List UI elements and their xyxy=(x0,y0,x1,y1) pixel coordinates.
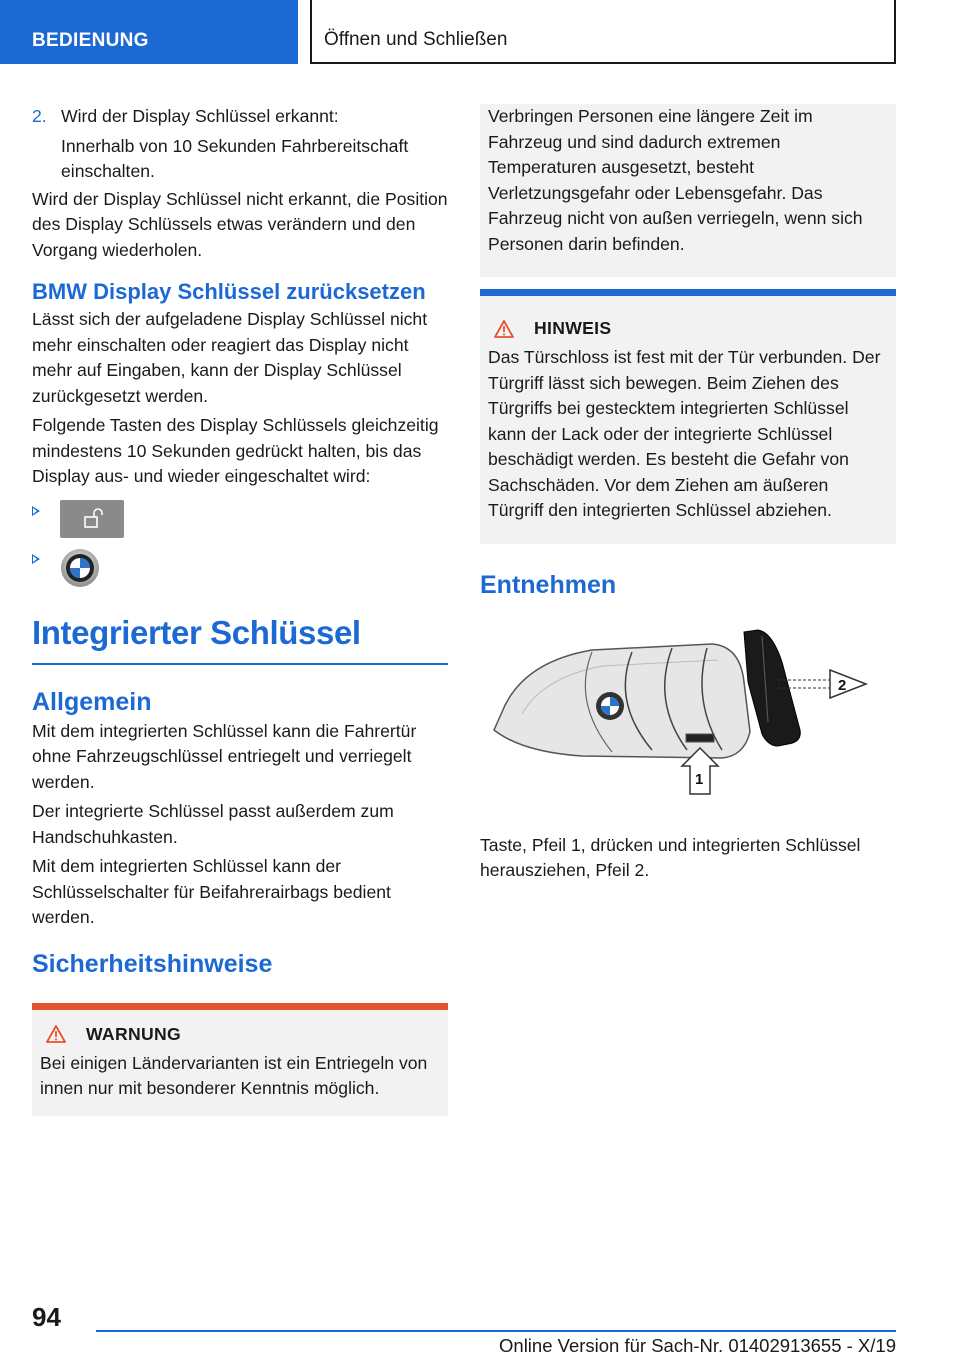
paragraph-reset-2: Folgende Tasten des Display Schlüssels gleichzeitig mindestens 10 Sekunden gedrückt halten, bis das Display aus- und wieder eingeschaltet wird: xyxy=(32,415,439,486)
bullet-unlock-button xyxy=(32,500,448,538)
paragraph-general-1: Mit dem integrierten Schlüssel kann die Fahrertür ohne Fahrzeugschlüssel entriegelt und verriegelt werden. xyxy=(32,720,417,792)
bullet-triangle-icon xyxy=(32,506,40,516)
unlock-button-icon xyxy=(60,500,124,538)
page-number: 94 xyxy=(32,1302,61,1332)
step-subtext: Innerhalb von 10 Sekunden Fahrbereitschaft einschalten. xyxy=(61,135,409,181)
paragraph-general-3: Mit dem integrierten Schlüssel kann der Schlüsselschalter für Beifahrerairbags bedient werden. xyxy=(32,856,391,927)
heading-safety: Sicherheitshinweise xyxy=(32,949,273,978)
left-column xyxy=(32,104,448,1116)
warning-continuation-text: Verbringen Personen eine längere Zeit im Fahrzeug und sind dadurch extremen Temperaturen ausgesetzt, besteht Verletzungsgefahr oder Lebensgefahr. Das Fahrzeug nicht von außen verriegeln, wenn sich Personen darin befinden. xyxy=(488,106,863,254)
right-column xyxy=(480,104,896,888)
paragraph-remove: Taste, Pfeil 1, drücken und integrierten Schlüssel herausziehen, Pfeil 2. xyxy=(480,834,861,880)
warning-label: WARNUNG xyxy=(86,1023,181,1044)
paragraph-general-2: Der integrierte Schlüssel passt außerdem zum Handschuhkasten. xyxy=(32,801,394,847)
warning-header xyxy=(40,1024,438,1045)
heading-remove: Entnehmen xyxy=(480,570,617,599)
paragraph-not-recognized: Wird der Display Schlüssel nicht erkannt, die Position des Display Schlüssels etwas verändern und den Vorgang wiederholen. xyxy=(32,188,448,260)
hinweis-header xyxy=(488,318,886,339)
header-chapter xyxy=(310,0,896,64)
arrow-2-label: 2 xyxy=(838,676,847,694)
step-number: 2. xyxy=(32,106,47,126)
footer-online-version: Online Version für Sach-Nr. 01402913655 - X/19 xyxy=(499,1335,896,1356)
heading-integrated-key: Integrierter Schlüssel xyxy=(32,613,448,665)
bullet-bmw-button xyxy=(32,548,448,593)
key-removal-illustration xyxy=(482,622,878,800)
warning-triangle-icon xyxy=(46,1025,66,1043)
hinweis-text: Das Türschloss ist fest mit der Tür verbunden. Der Türgriff lässt sich bewegen. Beim Ziehen des Türgriffs bei gestecktem integrierten Schlüssel kann der Lack oder der integrierte Schlüssel beschädigt werden. Es besteht die Gefahr von Sachschäden. Vor dem Ziehen am äußeren Türgriff den integrierten Schlüssel abziehen. xyxy=(488,347,881,520)
bullet-triangle-icon xyxy=(32,554,40,564)
step-text: Wird der Display Schlüssel erkannt: xyxy=(61,106,339,126)
hinweis-box xyxy=(480,289,896,544)
warning-box xyxy=(32,1003,448,1116)
header-section-label: BEDIENUNG xyxy=(32,30,149,51)
hinweis-label: HINWEIS xyxy=(534,318,612,338)
heading-reset: BMW Display Schlüssel zurücksetzen xyxy=(32,279,426,304)
paragraph-reset-1: Lässt sich der aufgeladene Display Schlüssel nicht mehr einschalten oder reagiert das Display nicht mehr auf Eingaben, kann der Display Schlüssel zurückgesetzt werden. xyxy=(32,309,428,406)
footer-divider xyxy=(96,1330,896,1332)
heading-general: Allgemein xyxy=(32,687,152,716)
bmw-logo-icon xyxy=(60,548,100,588)
step-2 xyxy=(32,104,448,185)
caution-triangle-icon xyxy=(494,320,514,338)
header-chapter-label: Öffnen und Schließen xyxy=(324,29,508,50)
warning-continuation-box xyxy=(480,104,896,277)
arrow-1-label: 1 xyxy=(695,770,704,788)
warning-text: Bei einigen Ländervarianten ist ein Entriegeln von innen nur mit besonderer Kenntnis möglich. xyxy=(40,1052,428,1098)
header-section-tab xyxy=(0,0,298,64)
